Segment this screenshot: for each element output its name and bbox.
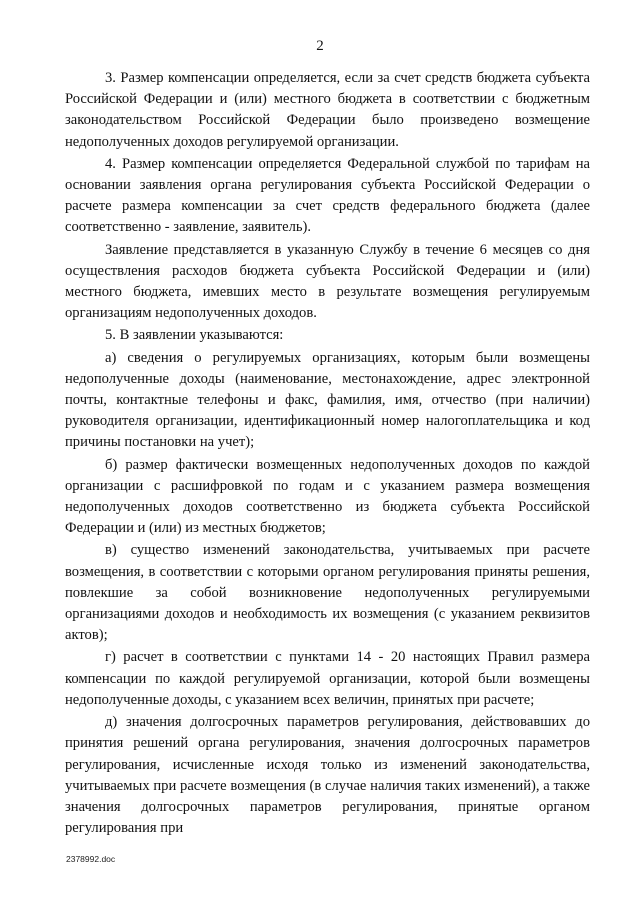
paragraph-application-deadline: Заявление представляется в указанную Службу в течение 6 месяцев со дня осуществления расходов бюджета субъекта Российской Федерации и (или) местного бюджета, имевших место в результате возмещения регулируемым организациям недополученных доходов. [65, 241, 590, 322]
page-number: 2 [316, 38, 324, 54]
paragraph-5g: г) расчет в соответствии с пунктами 14 - 20 настоящих Правил размера компенсации по каждой регулируемой организации, которой были возмещены недополученные доходы, с указанием всех величин, принятых при расчете; [65, 649, 590, 708]
paragraph-5v: в) существо изменений законодательства, учитываемых при расчете возмещения, в соответствии с которыми органом регулирования приняты решения, повлекшие за собой возникновение недополученных регулируемыми организациями доходов и необходимость их возмещения (с указанием реквизитов актов); [65, 542, 590, 644]
paragraph-5d: д) значения долгосрочных параметров регулирования, действовавших до принятия решений органа регулирования, значения долгосрочных параметров регулирования, исчисленные исходя только из изменений законодательства, учитываемых при расчете возмещения (в случае наличия таких изменений), а также значения долгосрочных параметров регулирования, принятые органом регулирования при [65, 714, 590, 837]
paragraph-3: 3. Размер компенсации определяется, если за счет средств бюджета субъекта Российской Федерации и (или) местного бюджета в соответствии с бюджетным законодательством Российской Федерации было произведено возмещение недополученных доходов регулируемой организации. [65, 70, 590, 150]
paragraph-5-intro: 5. В заявлении указываются: [105, 327, 284, 344]
paragraph-5a: а) сведения о регулируемых организациях, которым были возмещены недополученные доходы (наименование, местонахождение, адрес электронной почты, контактные телефоны и факс, фамилия, имя, отчество (при наличии) руководителя организации, идентификационный номер налогоплательщика и код причины постановки на учет); [65, 349, 590, 451]
paragraph-4: 4. Размер компенсации определяется Федеральной службой по тарифам на основании заявления органа регулирования субъекта Российской Федерации о расчете размера компенсации за счет средств федерального бюджета (далее соответственно - заявление, заявитель). [65, 155, 590, 236]
paragraph-5b: б) размер фактически возмещенных недополученных доходов по каждой организации с расшифровкой по годам и с указанием размера возмещения недополученных доходов соответственно из бюджета субъекта Российской Федерации и (или) из местных бюджетов; [65, 456, 590, 537]
document-body [65, 68, 590, 840]
footer-filename: 2378992.doc [66, 854, 116, 864]
